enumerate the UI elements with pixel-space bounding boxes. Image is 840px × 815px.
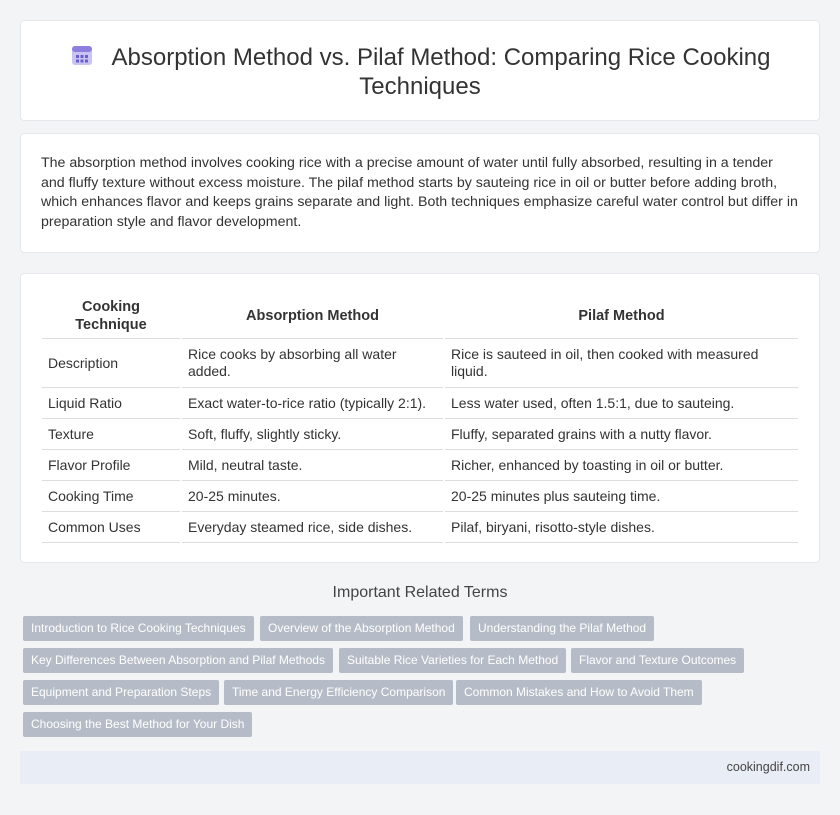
table-cell: Soft, fluffy, slightly sticky. <box>181 419 444 450</box>
related-term-link[interactable]: Common Mistakes and How to Avoid Them <box>456 680 702 705</box>
table-cell: Liquid Ratio <box>42 388 181 419</box>
related-term-link[interactable]: Equipment and Preparation Steps <box>23 680 219 705</box>
header-card <box>20 20 820 121</box>
page-title-row <box>21 43 819 101</box>
table-row <box>42 419 798 450</box>
footer-site-name[interactable]: cookingdif.com <box>726 760 810 774</box>
related-term-link[interactable]: Introduction to Rice Cooking Techniques <box>23 616 254 641</box>
table-row <box>42 388 798 419</box>
related-term-link[interactable]: Choosing the Best Method for Your Dish <box>23 712 252 737</box>
table-cell: Pilaf, biryani, risotto-style dishes. <box>444 512 798 543</box>
related-term-link[interactable]: Suitable Rice Varieties for Each Method <box>339 648 566 673</box>
column-header: Absorption Method <box>181 296 444 339</box>
related-term-link[interactable]: Understanding the Pilaf Method <box>470 616 654 641</box>
table-cell: Fluffy, separated grains with a nutty flavor. <box>444 419 798 450</box>
table-cell: Texture <box>42 419 181 450</box>
table-row <box>42 339 798 388</box>
comparison-table <box>42 296 798 543</box>
table-row <box>42 481 798 512</box>
calendar-icon <box>70 43 94 67</box>
column-header: Cooking Technique <box>42 296 181 339</box>
table-cell: Exact water-to-rice ratio (typically 2:1). <box>181 388 444 419</box>
table-cell: 20-25 minutes plus sauteing time. <box>444 481 798 512</box>
related-term-link[interactable]: Overview of the Absorption Method <box>260 616 463 641</box>
related-term-link[interactable]: Key Differences Between Absorption and Pilaf Methods <box>23 648 333 673</box>
table-row <box>42 450 798 481</box>
table-cell: Cooking Time <box>42 481 181 512</box>
table-cell: Less water used, often 1.5:1, due to sauteing. <box>444 388 798 419</box>
related-term-link[interactable]: Time and Energy Efficiency Comparison <box>224 680 453 705</box>
related-term-link[interactable]: Flavor and Texture Outcomes <box>571 648 744 673</box>
table-cell: Rice is sauteed in oil, then cooked with measured liquid. <box>444 339 798 388</box>
table-cell: Mild, neutral taste. <box>181 450 444 481</box>
comparison-table-card <box>20 273 820 563</box>
table-cell: Flavor Profile <box>42 450 181 481</box>
table-header-row <box>42 296 798 339</box>
intro-card <box>20 133 820 253</box>
table-cell: Rice cooks by absorbing all water added. <box>181 339 444 388</box>
table-cell: Common Uses <box>42 512 181 543</box>
footer <box>20 751 820 784</box>
intro-paragraph: The absorption method involves cooking rice with a precise amount of water until fully absorbed, resulting in a tender and fluffy texture without excess moisture. The pilaf method starts by sauteing rice in oil or butter before adding broth, which enhances flavor and keeps grains separate and light. Both techniques emphasize careful water control but differ in preparation style and flavor development. <box>41 155 798 230</box>
table-row <box>42 512 798 543</box>
table-cell: Description <box>42 339 181 388</box>
table-cell: Richer, enhanced by toasting in oil or butter. <box>444 450 798 481</box>
column-header: Pilaf Method <box>444 296 798 339</box>
table-cell: Everyday steamed rice, side dishes. <box>181 512 444 543</box>
related-terms-heading: Important Related Terms <box>332 584 508 601</box>
table-cell: 20-25 minutes. <box>181 481 444 512</box>
page-title: Absorption Method vs. Pilaf Method: Comparing Rice Cooking Techniques <box>111 44 771 100</box>
